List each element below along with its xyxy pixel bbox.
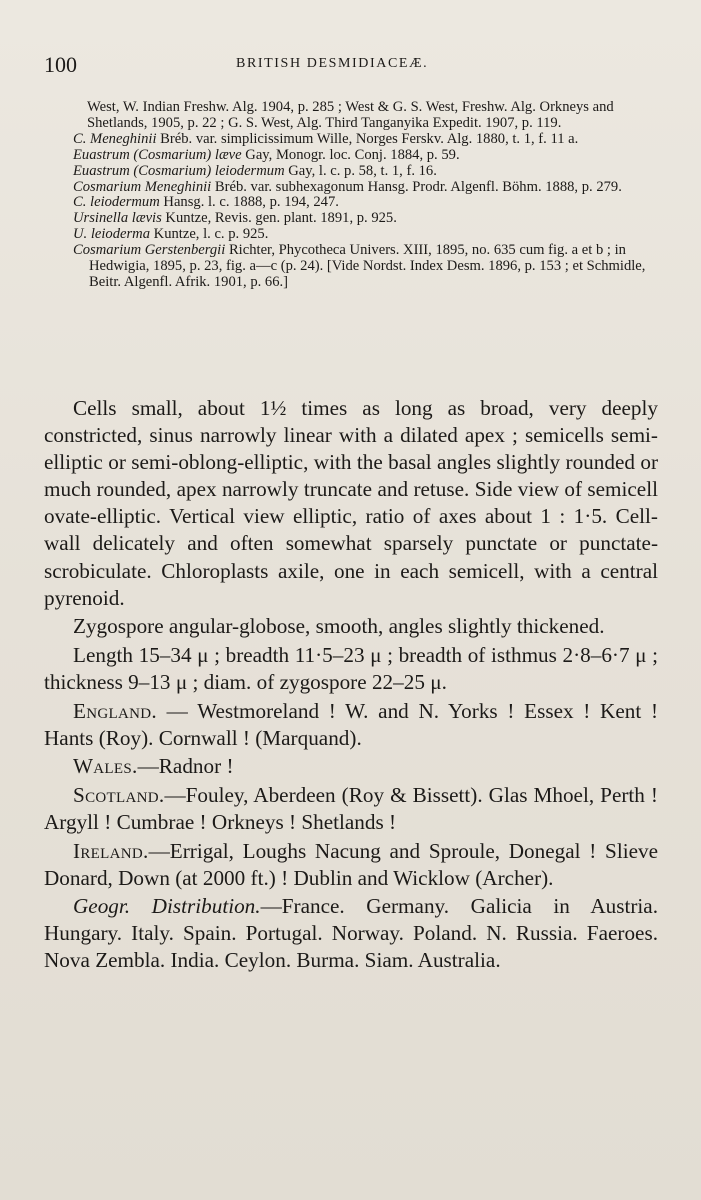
synonym-entry: Cosmarium Meneghinii Bréb. var. subhexagonum Hansg. Prodr. Algenfl. Böhm. 1888, p. 279. [73, 178, 622, 195]
synonym-entry: U. leioderma Kuntze, l. c. p. 925. [73, 226, 269, 243]
description-paragraph: Cells small, about 1½ times as long as broad, very deeply constricted, sinus narrowly linear with a dilated apex ; semicells semi-elliptic or semi-oblong-elliptic, with the basal angles slightly rounded or much rounded, apex narrowly truncate and retuse. Side view of semicell ovate-elliptic. Vertical view elliptic, ratio of axes about 1 : 1·5. Cell-wall delicately and often somewhat sparsely punctate or punctate-scrobiculate. Chloroplasts axile, one in each semicell, with a central pyrenoid. [44, 396, 658, 610]
main-text [44, 395, 658, 976]
running-title: BRITISH DESMIDIACEÆ. [236, 56, 429, 71]
synonym-entry: Euastrum (Cosmarium) leiodermum Gay, l. c. p. 58, t. 1, f. 16. [73, 162, 437, 179]
zygospore-paragraph: Zygospore angular-globose, smooth, angles slightly thickened. [73, 614, 605, 639]
geographic-distribution: Geogr. Distribution.—France. Germany. Galicia in Austria. Hungary. Italy. Spain. Portugal. Norway. Poland. N. Russia. Faeroes. Nova Zembla. India. Ceylon. Burma. Siam. Australia. [44, 894, 658, 973]
synonymy-block [73, 100, 663, 291]
synonym-entry: Euastrum (Cosmarium) læve Gay, Monogr. loc. Conj. 1884, p. 59. [73, 146, 460, 163]
synonym-entry: Ursinella lævis Kuntze, Revis. gen. plant. 1891, p. 925. [73, 210, 397, 227]
synonym-entry: C. leiodermum Hansg. l. c. 1888, p. 194, 247. [73, 194, 339, 211]
locality-england: England. — Westmoreland ! W. and N. Yorks ! Essex ! Kent ! Hants (Roy). Cornwall ! (Marquand). [44, 698, 658, 750]
measurements-paragraph: Length 15–34 μ ; breadth 11·5–23 μ ; breadth of isthmus 2·8–6·7 μ ; thickness 9–13 μ ; diam. of zygospore 22–25 μ. [44, 642, 658, 694]
page-header [44, 52, 674, 84]
synonym-entry: C. Meneghinii Bréb. var. simplicissimum Wille, Norges Ferskv. Alg. 1880, t. 1, f. 11 a. [73, 130, 579, 147]
locality-ireland: Ireland.—Errigal, Loughs Nacung and Sproule, Donegal ! Slieve Donard, Down (at 2000 ft.) ! Dublin and Wicklow (Archer). [44, 838, 658, 890]
synonym-entry: Cosmarium Gerstenbergii Richter, Phycotheca Univers. XIII, 1895, no. 635 cum fig. a et b ; in Hedwigia, 1895, p. 23, fig. a—c (p. 24). [Vide Nordst. Index Desm. 1896, p. 153 ; et Schmidle, Beitr. Algenfl. Afrik. 1901, p. 66.] [73, 242, 646, 290]
page-number: 100 [44, 52, 77, 77]
synonym-entry: West, W. Indian Freshw. Alg. 1904, p. 285 ; West & G. S. West, Freshw. Alg. Orkneys and Shetlands, 1905, p. 22 ; G. S. West, Alg. Third Tanganyika Expedit. 1907, p. 119. [87, 99, 614, 131]
locality-wales: Wales.—Radnor ! [73, 754, 234, 779]
locality-scotland: Scotland.—Fouley, Aberdeen (Roy & Bissett). Glas Mhoel, Perth ! Argyll ! Cumbrae ! Orkneys ! Shetlands ! [44, 782, 658, 834]
